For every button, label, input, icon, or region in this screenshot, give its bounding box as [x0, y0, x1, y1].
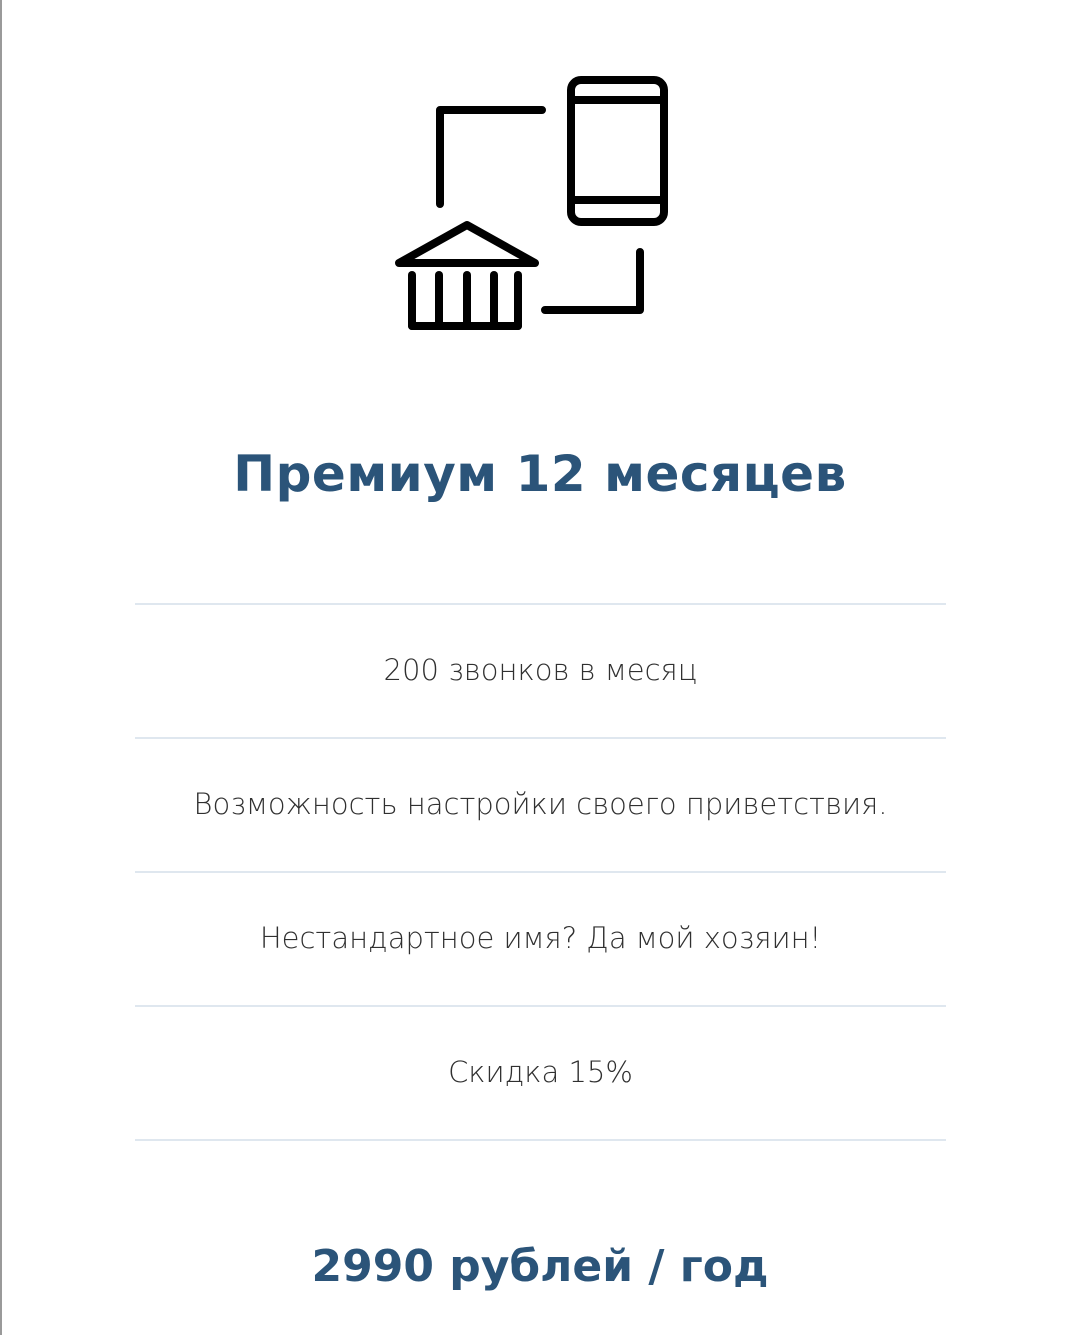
- arrow-bracket-bottom-right: [545, 252, 640, 310]
- plan-price: 2990 рублей / год: [311, 1241, 769, 1292]
- plan-title: Премиум 12 месяцев: [233, 445, 847, 503]
- feature-item-discount: Скидка 15%: [135, 1005, 946, 1141]
- feature-item-custom-name: Нестандартное имя? Да мой хозяин!: [135, 871, 946, 1005]
- feature-list: [135, 603, 946, 1141]
- arrow-bracket-top-left: [440, 110, 542, 204]
- feature-item-greeting: Возможность настройки своего приветствия.: [135, 737, 946, 871]
- feature-item-calls: 200 звонков в месяц: [135, 603, 946, 737]
- bank-phone-transfer-icon: [390, 72, 675, 334]
- bank-roof: [399, 225, 535, 263]
